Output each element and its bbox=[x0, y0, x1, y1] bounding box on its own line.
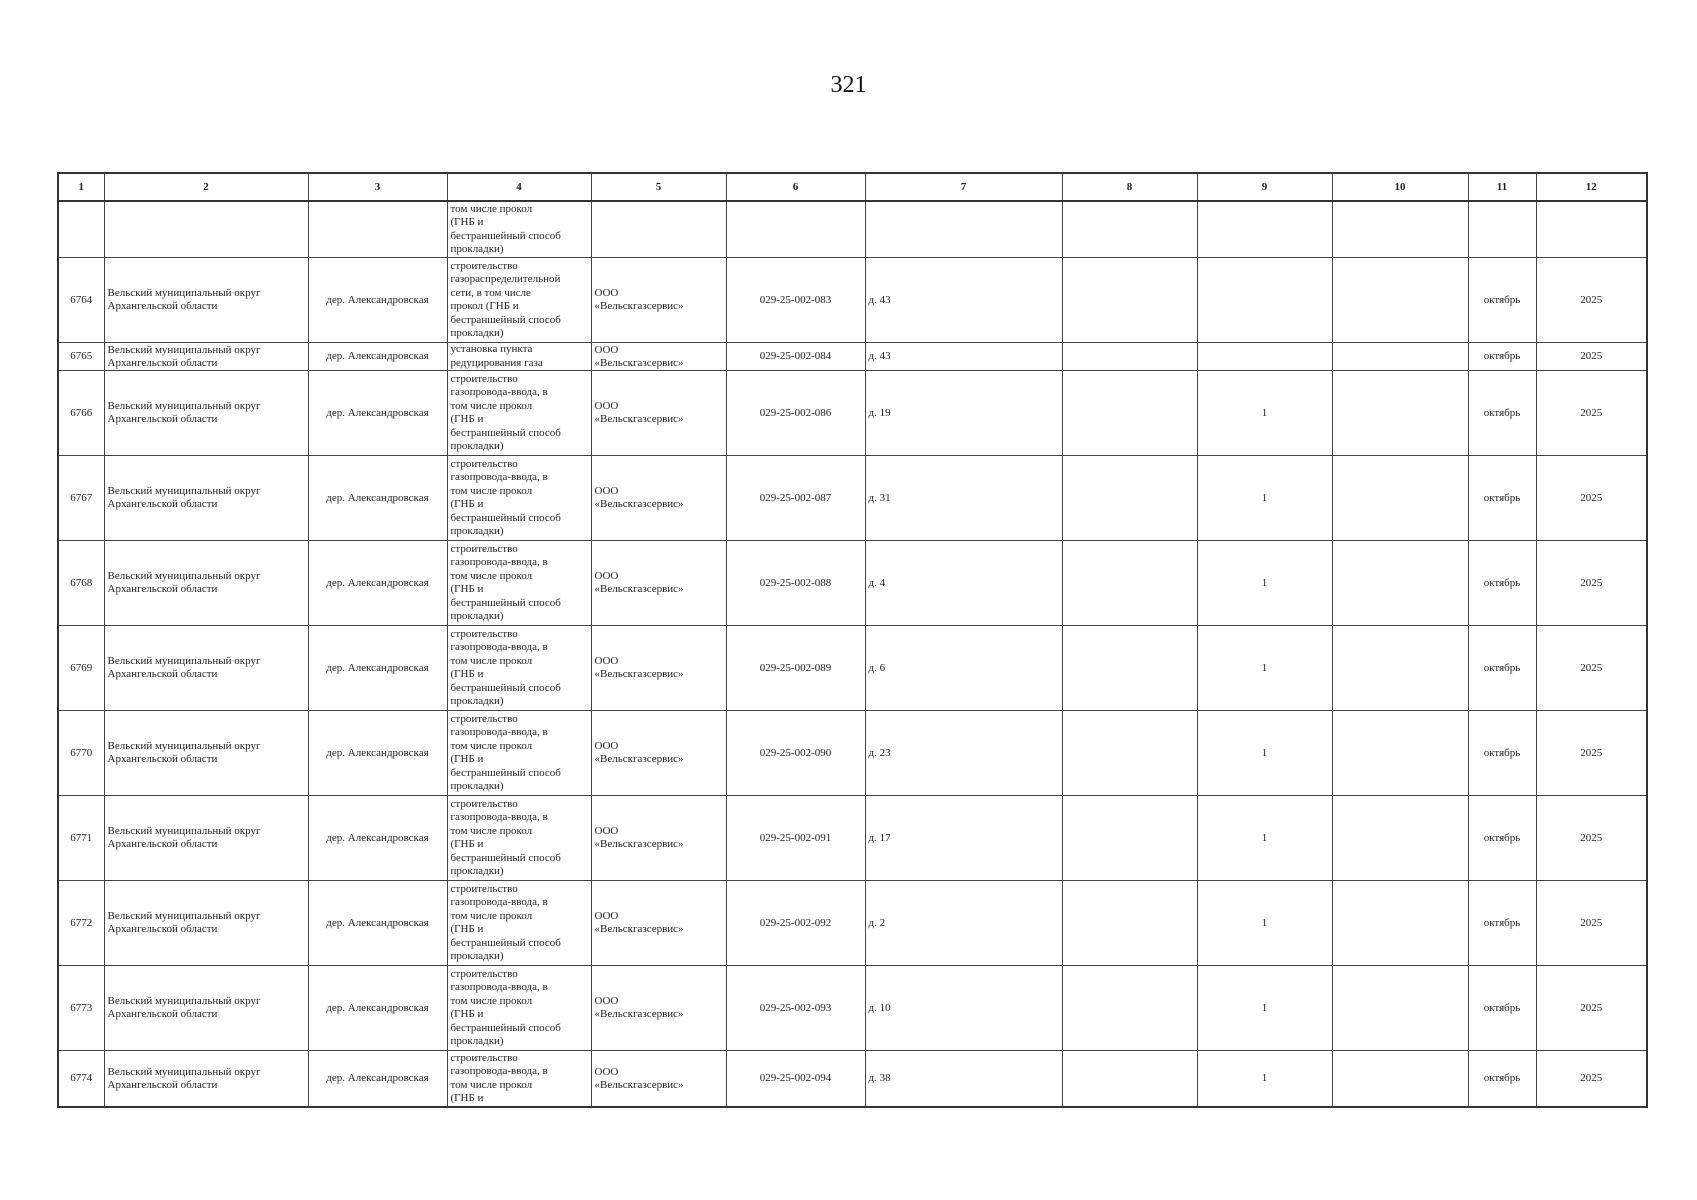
cell-col9 bbox=[1197, 343, 1332, 371]
cell-col8 bbox=[1062, 881, 1197, 966]
cell-municipality: Вельский муниципальный округ Архангельской области bbox=[104, 456, 308, 541]
table-row bbox=[58, 881, 1647, 966]
cell-year: 2025 bbox=[1536, 626, 1647, 711]
column-header: 10 bbox=[1332, 173, 1468, 201]
cell-number: 6769 bbox=[58, 626, 104, 711]
cell-col10 bbox=[1332, 541, 1468, 626]
cell-number: 6768 bbox=[58, 541, 104, 626]
cell-number: 6772 bbox=[58, 881, 104, 966]
cell-municipality: Вельский муниципальный округ Архангельской области bbox=[104, 796, 308, 881]
cell-code: 029-25-002-094 bbox=[726, 1051, 865, 1108]
column-header: 9 bbox=[1197, 173, 1332, 201]
cell-code: 029-25-002-089 bbox=[726, 626, 865, 711]
cell-work-type: строительство газопровода-ввода, в том числе прокол (ГНБ и бестраншейный способ прокладки) bbox=[447, 541, 591, 626]
cell-settlement: дер. Александровская bbox=[308, 881, 447, 966]
cell-work-type: том числе прокол (ГНБ и бестраншейный способ прокладки) bbox=[447, 201, 591, 258]
cell-number: 6770 bbox=[58, 711, 104, 796]
cell-municipality: Вельский муниципальный округ Архангельской области bbox=[104, 626, 308, 711]
cell-settlement: дер. Александровская bbox=[308, 343, 447, 371]
cell-organization: ООО «Вельскгазсервис» bbox=[591, 711, 726, 796]
cell-month bbox=[1468, 201, 1536, 258]
header-row bbox=[58, 173, 1647, 201]
cell-col9 bbox=[1197, 201, 1332, 258]
cell-month: октябрь bbox=[1468, 881, 1536, 966]
cell-work-type: строительство газопровода-ввода, в том числе прокол (ГНБ и бестраншейный способ прокладки) bbox=[447, 626, 591, 711]
cell-address: д. 19 bbox=[865, 371, 1062, 456]
table-row bbox=[58, 371, 1647, 456]
cell-code: 029-25-002-083 bbox=[726, 258, 865, 343]
cell-year: 2025 bbox=[1536, 1051, 1647, 1108]
cell-col10 bbox=[1332, 711, 1468, 796]
column-header: 7 bbox=[865, 173, 1062, 201]
cell-year: 2025 bbox=[1536, 711, 1647, 796]
cell-address: д. 17 bbox=[865, 796, 1062, 881]
cell-col8 bbox=[1062, 1051, 1197, 1108]
cell-work-type: строительство газопровода-ввода, в том числе прокол (ГНБ и бестраншейный способ прокладки) bbox=[447, 456, 591, 541]
table-row bbox=[58, 966, 1647, 1051]
cell-code: 029-25-002-092 bbox=[726, 881, 865, 966]
cell-col10 bbox=[1332, 796, 1468, 881]
column-header: 11 bbox=[1468, 173, 1536, 201]
cell-address: д. 38 bbox=[865, 1051, 1062, 1108]
cell-organization: ООО «Вельскгазсервис» bbox=[591, 1051, 726, 1108]
data-table bbox=[57, 172, 1648, 1108]
cell-col10 bbox=[1332, 201, 1468, 258]
cell-col9: 1 bbox=[1197, 541, 1332, 626]
cell-year: 2025 bbox=[1536, 796, 1647, 881]
cell-col9: 1 bbox=[1197, 881, 1332, 966]
table-row bbox=[58, 456, 1647, 541]
table-row bbox=[58, 711, 1647, 796]
cell-code: 029-25-002-088 bbox=[726, 541, 865, 626]
column-header: 3 bbox=[308, 173, 447, 201]
cell-address: д. 2 bbox=[865, 881, 1062, 966]
cell-address: д. 6 bbox=[865, 626, 1062, 711]
table-row bbox=[58, 258, 1647, 343]
cell-settlement: дер. Александровская bbox=[308, 258, 447, 343]
cell-settlement bbox=[308, 201, 447, 258]
cell-settlement: дер. Александровская bbox=[308, 456, 447, 541]
cell-settlement: дер. Александровская bbox=[308, 796, 447, 881]
cell-col8 bbox=[1062, 371, 1197, 456]
cell-month: октябрь bbox=[1468, 1051, 1536, 1108]
cell-address: д. 43 bbox=[865, 258, 1062, 343]
cell-work-type: строительство газопровода-ввода, в том числе прокол (ГНБ и бестраншейный способ прокладки) bbox=[447, 371, 591, 456]
cell-work-type: строительство газопровода-ввода, в том числе прокол (ГНБ и бестраншейный способ прокладки) bbox=[447, 796, 591, 881]
cell-col8 bbox=[1062, 796, 1197, 881]
cell-year: 2025 bbox=[1536, 258, 1647, 343]
cell-address: д. 4 bbox=[865, 541, 1062, 626]
cell-work-type: установка пункта редуцирования газа bbox=[447, 343, 591, 371]
cell-organization: ООО «Вельскгазсервис» bbox=[591, 966, 726, 1051]
cell-address: д. 31 bbox=[865, 456, 1062, 541]
cell-municipality: Вельский муниципальный округ Архангельской области bbox=[104, 343, 308, 371]
cell-organization bbox=[591, 201, 726, 258]
cell-month: октябрь bbox=[1468, 258, 1536, 343]
cell-number: 6764 bbox=[58, 258, 104, 343]
table-row bbox=[58, 541, 1647, 626]
cell-municipality: Вельский муниципальный округ Архангельской области bbox=[104, 541, 308, 626]
cell-col9: 1 bbox=[1197, 456, 1332, 541]
cell-month: октябрь bbox=[1468, 371, 1536, 456]
cell-organization: ООО «Вельскгазсервис» bbox=[591, 796, 726, 881]
cell-year bbox=[1536, 201, 1647, 258]
cell-col8 bbox=[1062, 201, 1197, 258]
column-header: 1 bbox=[58, 173, 104, 201]
cell-code: 029-25-002-093 bbox=[726, 966, 865, 1051]
cell-col8 bbox=[1062, 966, 1197, 1051]
cell-organization: ООО «Вельскгазсервис» bbox=[591, 881, 726, 966]
cell-year: 2025 bbox=[1536, 343, 1647, 371]
cell-col8 bbox=[1062, 343, 1197, 371]
cell-code bbox=[726, 201, 865, 258]
cell-work-type: строительство газопровода-ввода, в том числе прокол (ГНБ и бестраншейный способ прокладки) bbox=[447, 881, 591, 966]
column-header: 2 bbox=[104, 173, 308, 201]
cell-municipality: Вельский муниципальный округ Архангельской области bbox=[104, 1051, 308, 1108]
table-row bbox=[58, 626, 1647, 711]
cell-year: 2025 bbox=[1536, 541, 1647, 626]
cell-organization: ООО «Вельскгазсервис» bbox=[591, 541, 726, 626]
cell-month: октябрь bbox=[1468, 626, 1536, 711]
cell-col8 bbox=[1062, 456, 1197, 541]
cell-month: октябрь bbox=[1468, 343, 1536, 371]
table-row bbox=[58, 796, 1647, 881]
cell-organization: ООО «Вельскгазсервис» bbox=[591, 626, 726, 711]
table-row bbox=[58, 343, 1647, 371]
cell-municipality bbox=[104, 201, 308, 258]
cell-col10 bbox=[1332, 966, 1468, 1051]
cell-month: октябрь bbox=[1468, 966, 1536, 1051]
cell-settlement: дер. Александровская bbox=[308, 711, 447, 796]
page-number: 321 bbox=[830, 72, 867, 98]
cell-year: 2025 bbox=[1536, 456, 1647, 541]
cell-code: 029-25-002-086 bbox=[726, 371, 865, 456]
cell-col10 bbox=[1332, 343, 1468, 371]
cell-number: 6774 bbox=[58, 1051, 104, 1108]
cell-municipality: Вельский муниципальный округ Архангельской области bbox=[104, 711, 308, 796]
table-row bbox=[58, 201, 1647, 258]
cell-municipality: Вельский муниципальный округ Архангельской области bbox=[104, 258, 308, 343]
cell-month: октябрь bbox=[1468, 711, 1536, 796]
column-header: 6 bbox=[726, 173, 865, 201]
cell-col10 bbox=[1332, 1051, 1468, 1108]
cell-address: д. 10 bbox=[865, 966, 1062, 1051]
cell-month: октябрь bbox=[1468, 456, 1536, 541]
column-header: 8 bbox=[1062, 173, 1197, 201]
column-header: 12 bbox=[1536, 173, 1647, 201]
cell-col9: 1 bbox=[1197, 711, 1332, 796]
cell-number: 6765 bbox=[58, 343, 104, 371]
cell-code: 029-25-002-087 bbox=[726, 456, 865, 541]
cell-work-type: строительство газопровода-ввода, в том числе прокол (ГНБ и bbox=[447, 1051, 591, 1108]
cell-col8 bbox=[1062, 626, 1197, 711]
cell-col9: 1 bbox=[1197, 966, 1332, 1051]
cell-year: 2025 bbox=[1536, 966, 1647, 1051]
cell-col8 bbox=[1062, 258, 1197, 343]
cell-col9: 1 bbox=[1197, 796, 1332, 881]
cell-organization: ООО «Вельскгазсервис» bbox=[591, 258, 726, 343]
cell-address bbox=[865, 201, 1062, 258]
cell-col8 bbox=[1062, 541, 1197, 626]
cell-organization: ООО «Вельскгазсервис» bbox=[591, 371, 726, 456]
cell-settlement: дер. Александровская bbox=[308, 626, 447, 711]
cell-code: 029-25-002-091 bbox=[726, 796, 865, 881]
cell-municipality: Вельский муниципальный округ Архангельской области bbox=[104, 881, 308, 966]
cell-organization: ООО «Вельскгазсервис» bbox=[591, 343, 726, 371]
cell-month: октябрь bbox=[1468, 796, 1536, 881]
cell-col8 bbox=[1062, 711, 1197, 796]
cell-col9: 1 bbox=[1197, 1051, 1332, 1108]
cell-number: 6773 bbox=[58, 966, 104, 1051]
cell-settlement: дер. Александровская bbox=[308, 371, 447, 456]
cell-code: 029-25-002-084 bbox=[726, 343, 865, 371]
cell-year: 2025 bbox=[1536, 881, 1647, 966]
cell-organization: ООО «Вельскгазсервис» bbox=[591, 456, 726, 541]
cell-col10 bbox=[1332, 881, 1468, 966]
cell-municipality: Вельский муниципальный округ Архангельской области bbox=[104, 371, 308, 456]
cell-number bbox=[58, 201, 104, 258]
cell-col9: 1 bbox=[1197, 626, 1332, 711]
cell-col10 bbox=[1332, 626, 1468, 711]
cell-address: д. 23 bbox=[865, 711, 1062, 796]
cell-settlement: дер. Александровская bbox=[308, 541, 447, 626]
cell-settlement: дер. Александровская bbox=[308, 966, 447, 1051]
cell-work-type: строительство газопровода-ввода, в том числе прокол (ГНБ и бестраншейный способ прокладки) bbox=[447, 966, 591, 1051]
column-header: 4 bbox=[447, 173, 591, 201]
cell-address: д. 43 bbox=[865, 343, 1062, 371]
cell-year: 2025 bbox=[1536, 371, 1647, 456]
cell-code: 029-25-002-090 bbox=[726, 711, 865, 796]
cell-month: октябрь bbox=[1468, 541, 1536, 626]
cell-col10 bbox=[1332, 371, 1468, 456]
cell-col9 bbox=[1197, 258, 1332, 343]
cell-number: 6771 bbox=[58, 796, 104, 881]
table-row bbox=[58, 1051, 1647, 1108]
cell-settlement: дер. Александровская bbox=[308, 1051, 447, 1108]
cell-work-type: строительство газораспределительной сети, в том числе прокол (ГНБ и бестраншейный способ прокладки) bbox=[447, 258, 591, 343]
cell-col9: 1 bbox=[1197, 371, 1332, 456]
cell-col10 bbox=[1332, 258, 1468, 343]
cell-number: 6766 bbox=[58, 371, 104, 456]
cell-work-type: строительство газопровода-ввода, в том числе прокол (ГНБ и бестраншейный способ прокладки) bbox=[447, 711, 591, 796]
column-header: 5 bbox=[591, 173, 726, 201]
cell-municipality: Вельский муниципальный округ Архангельской области bbox=[104, 966, 308, 1051]
cell-col10 bbox=[1332, 456, 1468, 541]
cell-number: 6767 bbox=[58, 456, 104, 541]
